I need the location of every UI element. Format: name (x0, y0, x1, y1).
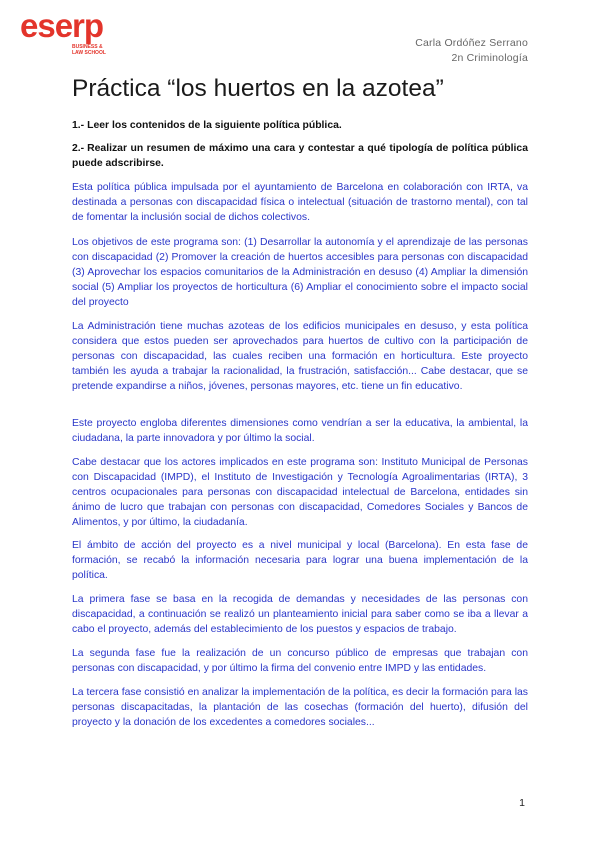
logo-wordmark: eserp (20, 7, 104, 44)
paragraph-1: Esta política pública impulsada por el ayuntamiento de Barcelona en colaboración con IRTA, va destinada a personas con discapacidad física o intelectual (situación de trastorno mental), con tal de fomentar la inclusión social de dichos colectivos. (72, 182, 528, 223)
page-number: 1 (519, 797, 525, 809)
instruction-number: 2.- (72, 143, 85, 154)
instruction-number: 1.- (72, 120, 85, 131)
paragraph-6: El ámbito de acción del proyecto es a nivel municipal y local (Barcelona). En esta fase de formación, se recabó la información necesaria para lograr una buena implementación de la política. (72, 540, 528, 581)
paragraph-3: La Administración tiene muchas azoteas de los edificios municipales en desuso, y esta política considera que estos pueden ser aprovechados para huertos de cultivo con la participación de personas con discapacidad, las cuales reciben una formación en horticultura. Este proyecto también les ayuda a trabajar la racionalidad, la frustración, satisfacción... Cabe destacar, que se pretende expandirse a niños, jóvenes, personas mayores, etc. tiene un fin educativo. (72, 321, 528, 392)
instruction-text: Leer los contenidos de la siguiente política pública. (87, 120, 342, 131)
instruction-1 (72, 118, 528, 133)
paragraph-8: La segunda fase fue la realización de un concurso público de empresas que trabajan con personas con discapacidad, y por último la firma del convenio entre IMPD y las entidades. (72, 648, 528, 674)
paragraph-5: Cabe destacar que los actores implicados en este programa son: Instituto Municipal de Personas con Discapacidad (IMPD), el Instituto de Investigación y Tecnología Agroalimentarias (IRTA), 3 centros ocupacionales para personas con discapacidad intelectual de Barcelona, entidades sin ánimo de lucro que trabajan con personas con discapacidad, Comedores Sociales y Bancos de Alimentos, y por último, la ciudadanía. (72, 457, 528, 528)
instruction-text: Realizar un resumen de máximo una cara y contestar a qué tipología de política pública puede adscribirse. (72, 143, 528, 169)
paragraph-9: La tercera fase consistió en analizar la implementación de la política, es decir la formación para las personas discapacitadas, la plantación de las cosechas (formación del huerto), difusión del proyecto y la donación de los excedentes a comedores sociales... (72, 687, 528, 728)
logo-subtitle (72, 44, 128, 56)
paragraph-7: La primera fase se basa en la recogida de demandas y necesidades de las personas con discapacidad, a continuación se realizó un planteamiento inicial para saber como se iba a llevar a cabo el proyecto, además del establecimiento de los puestos y espacios de trabajo. (72, 594, 528, 635)
logo-subtitle-line-2: LAW SCHOOL (72, 50, 106, 56)
instruction-2 (72, 141, 528, 171)
paragraph-2: Los objetivos de este programa son: (1) Desarrollar la autonomía y el aprendizaje de las personas con discapacidad (2) Promover la creación de huertos accesibles para personas con discapacidad (3) Aprovechar los espacios comunitarios de la Administración en desuso (4) Ampliar la dimensión social (5) Ampliar los proyectos de horticultura (6) Ampliar el conocimiento sobre el impacto social del proyecto (72, 237, 528, 308)
course-name: 2n Criminología (451, 52, 528, 64)
page-title: Práctica “los huertos en la azotea” (72, 75, 444, 102)
eserp-logo (20, 7, 130, 60)
logo-subtitle-line-1: BUSINESS & (72, 44, 103, 50)
author-name: Carla Ordóñez Serrano (415, 37, 528, 49)
header-author-block (415, 36, 528, 66)
paragraph-4: Este proyecto engloba diferentes dimensiones como vendrían a ser la educativa, la ambiental, la ciudadana, la parte innovadora y por último la social. (72, 418, 528, 444)
